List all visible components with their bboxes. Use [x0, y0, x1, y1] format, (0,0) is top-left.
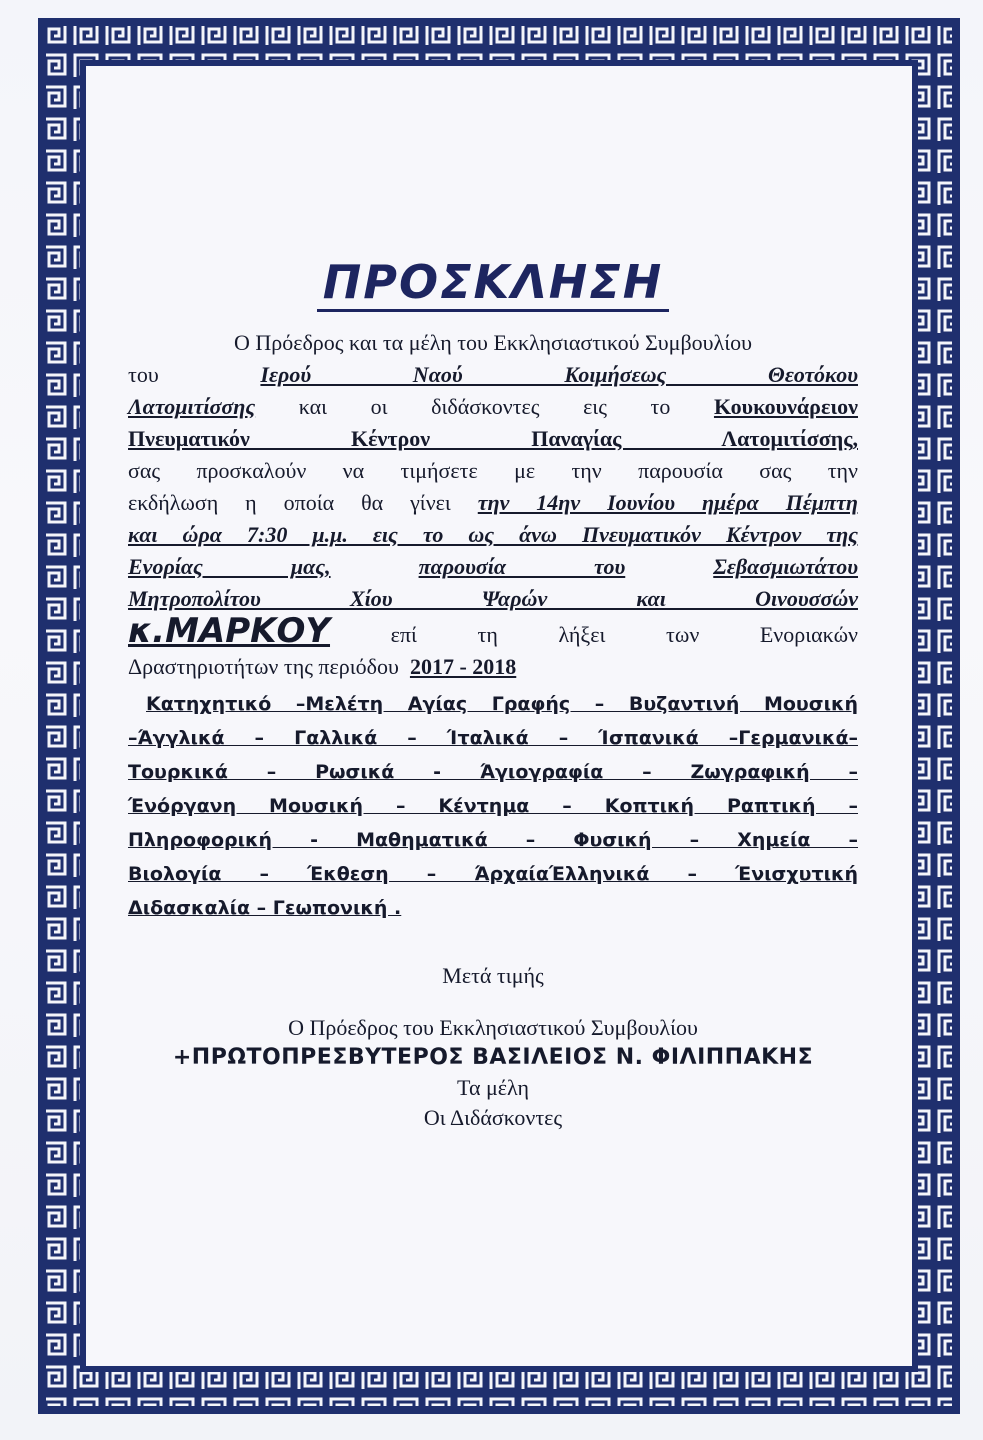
church-name: Ιερού Ναού Κοιμήσεως Θεοτόκου: [260, 362, 858, 387]
teachers-phrase: και οι διδάσκοντες εις το: [298, 394, 671, 419]
event-date: την 14ην Ιουνίου ημέρα Πέμπτη: [477, 490, 858, 515]
body-line-6: [128, 487, 858, 519]
activities-list: [128, 687, 858, 925]
activities-line-2: –Άγγλικά – Γαλλικά – Ίταλικά – Ίσπανικά –Γερμανικά–: [128, 727, 858, 749]
event-time-place: και ώρα 7:30 μ.μ. εις το ως άνω Πνευματικόν Κέντρον της: [128, 522, 858, 547]
closing-text: Μετά τιμής: [442, 963, 544, 988]
metropolitan-title: Μητροπολίτου Χίου Ψαρών και Οινουσσών: [128, 586, 858, 611]
event-phrase: εκδήλωση η οποία θα γίνει: [128, 490, 451, 515]
invitation-title: [128, 255, 858, 309]
activities-line-7: Διδασκαλία – Γεωπονική .: [128, 897, 402, 919]
activities-line-1: Κατηχητικό –Μελέτη Αγίας Γραφής – Βυζαντινή Μουσική: [146, 693, 858, 715]
center-name: Πνευματικόν Κέντρον Παναγίας Λατομιτίσσης,: [128, 426, 858, 451]
title-text: ΠΡΟΣΚΛΗΣΗ: [317, 255, 669, 312]
invite-phrase: σας προσκαλούν να τιμήσετε με την παρουσία σας την: [128, 458, 858, 483]
activities-line-3: Τουρκικά – Ρωσικά - Άγιογραφία – Ζωγραφική –: [128, 761, 858, 783]
body-line-8: [128, 551, 858, 583]
parish-phrase: Ενορίας μας,: [128, 554, 331, 579]
body-line-11: [128, 651, 858, 683]
president-role: Ο Πρόεδρος του Εκκλησιαστικού Συμβουλίου: [288, 1015, 698, 1040]
teachers-text: Οι Διδάσκοντες: [423, 1105, 563, 1130]
church-name-end: Λατομιτίσσης: [128, 394, 256, 419]
council-intro: Ο Πρόεδρος και τα μέλη του Εκκλησιαστικού Συμβουλίου: [233, 330, 753, 355]
metropolitan-name: κ.ΜΑΡΚΟΥ: [128, 611, 331, 651]
presence-phrase: παρουσία του: [418, 554, 626, 579]
activities-line-5: Πληροφορική - Μαθηματικά – Φυσική – Χημεία –: [128, 829, 858, 851]
body-line-2: [128, 359, 858, 391]
activities-line-4: Ένόργανη Μουσική – Κέντημα – Κοπτική Ραπτική –: [128, 795, 858, 817]
body-line-10: [128, 611, 859, 651]
invitation-content: [128, 255, 858, 1133]
occasion-phrase: επί τη λήξει των Ενοριακών: [390, 622, 859, 647]
activities-line-6: Βιολογία – Έκθεση – ΆρχαίαΈλληνικά – Ένισχυτική: [128, 863, 858, 885]
body-line-4: [128, 423, 858, 455]
members-text: Τα μέλη: [457, 1075, 529, 1100]
period-years: 2017 - 2018: [409, 654, 517, 679]
word-tou: του: [128, 362, 159, 387]
period-phrase: Δραστηριοτήτων της περιόδου: [128, 654, 399, 679]
body-line-1: [128, 327, 858, 359]
body-line-7: [128, 519, 858, 551]
signoff-block: [128, 961, 858, 1133]
body-line-3: [128, 391, 858, 423]
eminence-title: Σεβασμιωτάτου: [713, 554, 858, 579]
center-name-start: Κουκουνάρειον: [713, 394, 858, 419]
priest-name: +ΠΡΩΤΟΠΡΕΣΒΥΤΕΡΟΣ ΒΑΣΙΛΕΙΟΣ Ν. ΦΙΛΙΠΠΑΚΗΣ: [172, 1045, 814, 1070]
body-line-5: [128, 455, 858, 487]
